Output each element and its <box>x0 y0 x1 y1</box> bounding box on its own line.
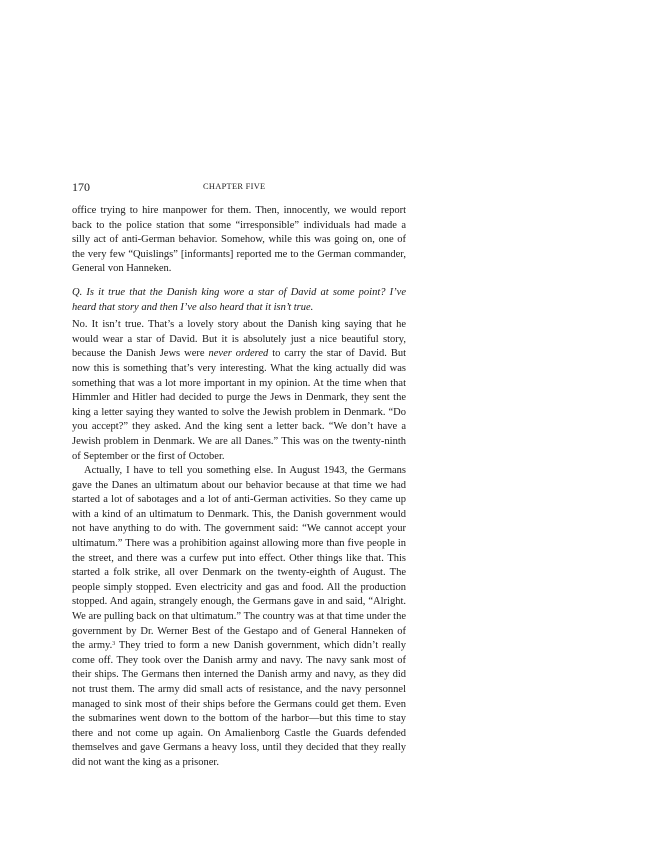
paragraph-1: office trying to hire manpower for them. Then, innocently, we would report back to the police station that some “irresponsible” individuals had made a silly act of anti-German behavior. Somehow, while this was going on, one of the very few “Quislings” [informants] reported me to the German commander, General von Hanneken. <box>72 205 406 275</box>
page-number: 170 <box>72 180 90 194</box>
interview-question: Q. Is it true that the Danish king wore a star of David at some point? I’ve heard that story and then I’ve also heard that it isn’t true. <box>72 286 406 313</box>
paragraph-3-text-b: They tried to form a new Danish government, which didn’t really come off. They took over the Danish army and navy. The navy sank most of their ships. The Germans then interned the Danish army and navy, as they did not trust them. The army did small acts of resistance, and the navy personnel managed to sink most of their ships before the Germans could get them. Even the submarines went down to the bottom of the harbor—but this time to stay there and not come up again. On Amalienborg Castle the Guards defended themselves and gave Germans a heavy loss, until they decided that they really did not want the king as a prisoner. <box>72 640 406 768</box>
paragraph-2 <box>72 318 406 464</box>
paragraph-3 <box>72 464 406 770</box>
chapter-title: CHAPTER FIVE <box>203 182 266 191</box>
footnote-marker: 3 <box>112 641 116 648</box>
paragraph-2-emphasis: never ordered <box>208 348 269 360</box>
book-page <box>72 180 406 771</box>
paragraph-3-text-a: Actually, I have to tell you something else. In August 1943, the Germans gave the Danes an ultimatum about our behavior because at that time we had started a lot of sabotages and a lot of anti-German activities. So they came up with a kind of an ultimatum to Denmark. This, the Danish government would not have anything to do with. The government said: “We cannot accept your ultimatum.” There was a prohibition against allowing more than five people in the street, and there was a curfew put into effect. Other things like that. This started a folk strike, all over Denmark on the twenty-eighth of August. The people simply stopped. Even electricity and gas and food. All the production stopped. And again, strangely enough, the Germans gave in and said, “Alright. We are pulling back on that ultimatum.” The country was at that time under the government by Dr. Werner Best of the Gestapo and of General Hanneken of the army. <box>72 465 406 652</box>
running-head <box>72 180 406 198</box>
paragraph-2-text-b: to carry the star of David. But now this is something that’s very interesting. What the king actually did was something that was a lot more important in my opinion. At the time when that Himmler and Hitler had decided to purge the Jews in Denmark, they sent the king a letter saying they wanted to solve the Jewish problem in Denmark. “Do you accept?” they asked. And the king sent a letter back. “We don’t have a Jewish problem in Denmark. We are all Danes.” This was on the twenty-ninth of September or the first of October. <box>72 348 407 462</box>
paragraph-2-text-a: No. It isn’t true. That’s a lovely story about the Danish king saying that he would wear a star of David. But it is absolutely just a nice beautiful story, because the Danish Jews were <box>72 319 406 360</box>
